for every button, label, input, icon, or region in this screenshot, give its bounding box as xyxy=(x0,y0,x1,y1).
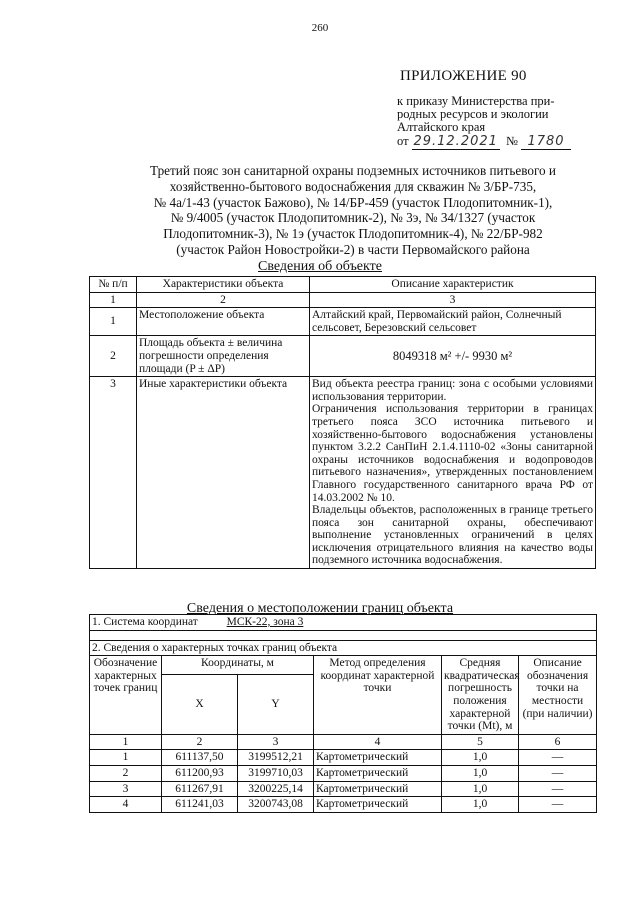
description-paragraph: Вид объекта реестра границ: зона с особыми условиями использования территории. xyxy=(312,378,593,403)
spacer-row xyxy=(90,630,597,640)
column-number: 3 xyxy=(310,292,596,308)
method-cell: Картометрический xyxy=(314,750,442,766)
order-reference-line: к приказу Министерства при- xyxy=(397,94,555,108)
table-row xyxy=(90,750,597,766)
table-header-row xyxy=(90,277,596,293)
characteristic-cell: Иные характеристики объекта xyxy=(137,377,310,569)
document-title xyxy=(118,163,588,258)
y-cell: 3199710,03 xyxy=(238,765,314,781)
header-method: Метод определения координат характерной точки xyxy=(314,656,442,735)
column-number-row xyxy=(90,734,597,750)
header-x: X xyxy=(162,674,238,734)
header-cell: № п/п xyxy=(90,277,137,293)
x-cell: 611200,93 xyxy=(162,765,238,781)
header-marker: Описание обозначения точки на местности (при наличии) xyxy=(519,656,597,735)
date-prefix: от xyxy=(397,134,409,148)
coord-system-label: 1. Система координат xyxy=(92,616,198,628)
method-cell: Картометрический xyxy=(314,765,442,781)
document-title-line: № 9/4005 (участок Плодопитомник-2), № 3э, № 34/1327 (участок xyxy=(170,210,536,226)
point-cell: 3 xyxy=(90,781,162,797)
x-cell: 611267,91 xyxy=(162,781,238,797)
table-row xyxy=(90,308,596,336)
header-cell: Описание характеристик xyxy=(310,277,596,293)
order-reference-line: Алтайского края xyxy=(397,120,486,134)
error-cell: 1,0 xyxy=(442,765,519,781)
y-cell: 3199512,21 xyxy=(238,750,314,766)
y-cell: 3200743,08 xyxy=(238,797,314,813)
point-cell: 2 xyxy=(90,765,162,781)
column-number-row xyxy=(90,292,596,308)
header-point: Обозначение характерных точек границ xyxy=(90,656,162,735)
points-label-row xyxy=(90,640,597,656)
description-paragraph: Ограничения использования территории в границах третьего пояса ЗСО источника питьевого и хозяйственно-бытового водоснабжения установлены пунктом 3.2.2 СанПиН 2.1.4.1110-02 «Зоны санитарной охраны источников водоснабжения и водопроводов питьевого назначения», утвержденных постановлением Главного государственного санитарного врача РФ от 14.03.2002 № 10. xyxy=(312,403,593,504)
error-cell: 1,0 xyxy=(442,797,519,813)
boundary-points-table xyxy=(89,614,597,813)
description-paragraph: Владельцы объектов, расположенных в границе третьего пояса зон санитарной охраны, обеспечивают выполнение установленных ограничений в целях исключения отрицательного влияния на качество воды подземного источника водоснабжения. xyxy=(312,504,593,567)
row-number: 1 xyxy=(90,308,137,336)
marker-cell: — xyxy=(519,765,597,781)
marker-cell: — xyxy=(519,781,597,797)
column-number: 6 xyxy=(519,734,597,750)
column-number: 2 xyxy=(137,292,310,308)
header-cell: Характеристики объекта xyxy=(137,277,310,293)
document-title-line: хозяйственно-бытового водоснабжения для скважин № 3/БР-735, xyxy=(169,178,537,194)
error-cell: 1,0 xyxy=(442,781,519,797)
table-row xyxy=(90,377,596,569)
header-y: Y xyxy=(238,674,314,734)
method-cell: Картометрический xyxy=(314,797,442,813)
table-row xyxy=(90,797,597,813)
coord-system-value: МСК-22, зона 3 xyxy=(226,616,304,628)
error-cell: 1,0 xyxy=(442,750,519,766)
document-title-line: Третий пояс зон санитарной охраны подземных источников питьевого и xyxy=(150,163,556,178)
column-number: 2 xyxy=(162,734,238,750)
marker-cell: — xyxy=(519,797,597,813)
point-cell: 4 xyxy=(90,797,162,813)
point-cell: 1 xyxy=(90,750,162,766)
row-number: 2 xyxy=(90,336,137,377)
method-cell: Картометрический xyxy=(314,781,442,797)
x-cell: 611241,03 xyxy=(162,797,238,813)
coord-system-cell xyxy=(90,615,597,631)
number-prefix: № xyxy=(505,134,518,148)
document-title-line: Плодопитомник-3), № 1э (участок Плодопитомник-4), № 22/БР-982 xyxy=(163,226,543,242)
column-number: 3 xyxy=(238,734,314,750)
spacer-cell xyxy=(90,630,597,640)
table-row xyxy=(90,336,596,377)
x-cell: 611137,50 xyxy=(162,750,238,766)
characteristic-cell: Площадь объекта ± величина погрешности определения площади (P ± ΔP) xyxy=(137,336,310,377)
order-reference xyxy=(397,95,597,134)
coord-system-row xyxy=(90,615,597,631)
header-coords: Координаты, м xyxy=(162,656,314,675)
object-info-table xyxy=(89,276,596,569)
description-cell: 8049318 м² +/- 9930 м² xyxy=(310,336,596,377)
y-cell: 3200225,14 xyxy=(238,781,314,797)
marker-cell: — xyxy=(519,750,597,766)
handwritten-date: 29.12.2021 xyxy=(413,134,498,149)
appendix-title: ПРИЛОЖЕНИЕ 90 xyxy=(400,68,527,84)
column-number: 5 xyxy=(442,734,519,750)
column-number: 4 xyxy=(314,734,442,750)
points-label-cell: 2. Сведения о характерных точках границ объекта xyxy=(90,640,597,656)
description-cell xyxy=(310,377,596,569)
order-reference-line: родных ресурсов и экологии xyxy=(397,107,549,121)
header-error: Средняя квадратическая погрешность положения характерной точки (Mt), м xyxy=(442,656,519,735)
handwritten-number: 1780 xyxy=(521,134,571,150)
table-row xyxy=(90,781,597,797)
boundary-info-title: Сведения о местоположении границ объекта xyxy=(186,601,454,616)
description-cell: Алтайский край, Первомайский район, Солнечный сельсовет, Березовский сельсовет xyxy=(310,308,596,336)
document-title-line: (участок Район Новостройки-2) в части Первомайского района xyxy=(176,241,530,257)
row-number: 3 xyxy=(90,377,137,569)
column-number: 1 xyxy=(90,292,137,308)
object-info-title: Сведения об объекте xyxy=(258,259,382,274)
page-number: 260 xyxy=(311,22,329,34)
document-title-line: № 4а/1-43 (участок Бажово), № 14/БР-459 (участок Плодопитомник-1), xyxy=(153,194,553,210)
table-row xyxy=(90,765,597,781)
order-date-line xyxy=(397,134,571,150)
characteristic-cell: Местоположение объекта xyxy=(137,308,310,336)
column-number: 1 xyxy=(90,734,162,750)
table-header-row xyxy=(90,656,597,675)
